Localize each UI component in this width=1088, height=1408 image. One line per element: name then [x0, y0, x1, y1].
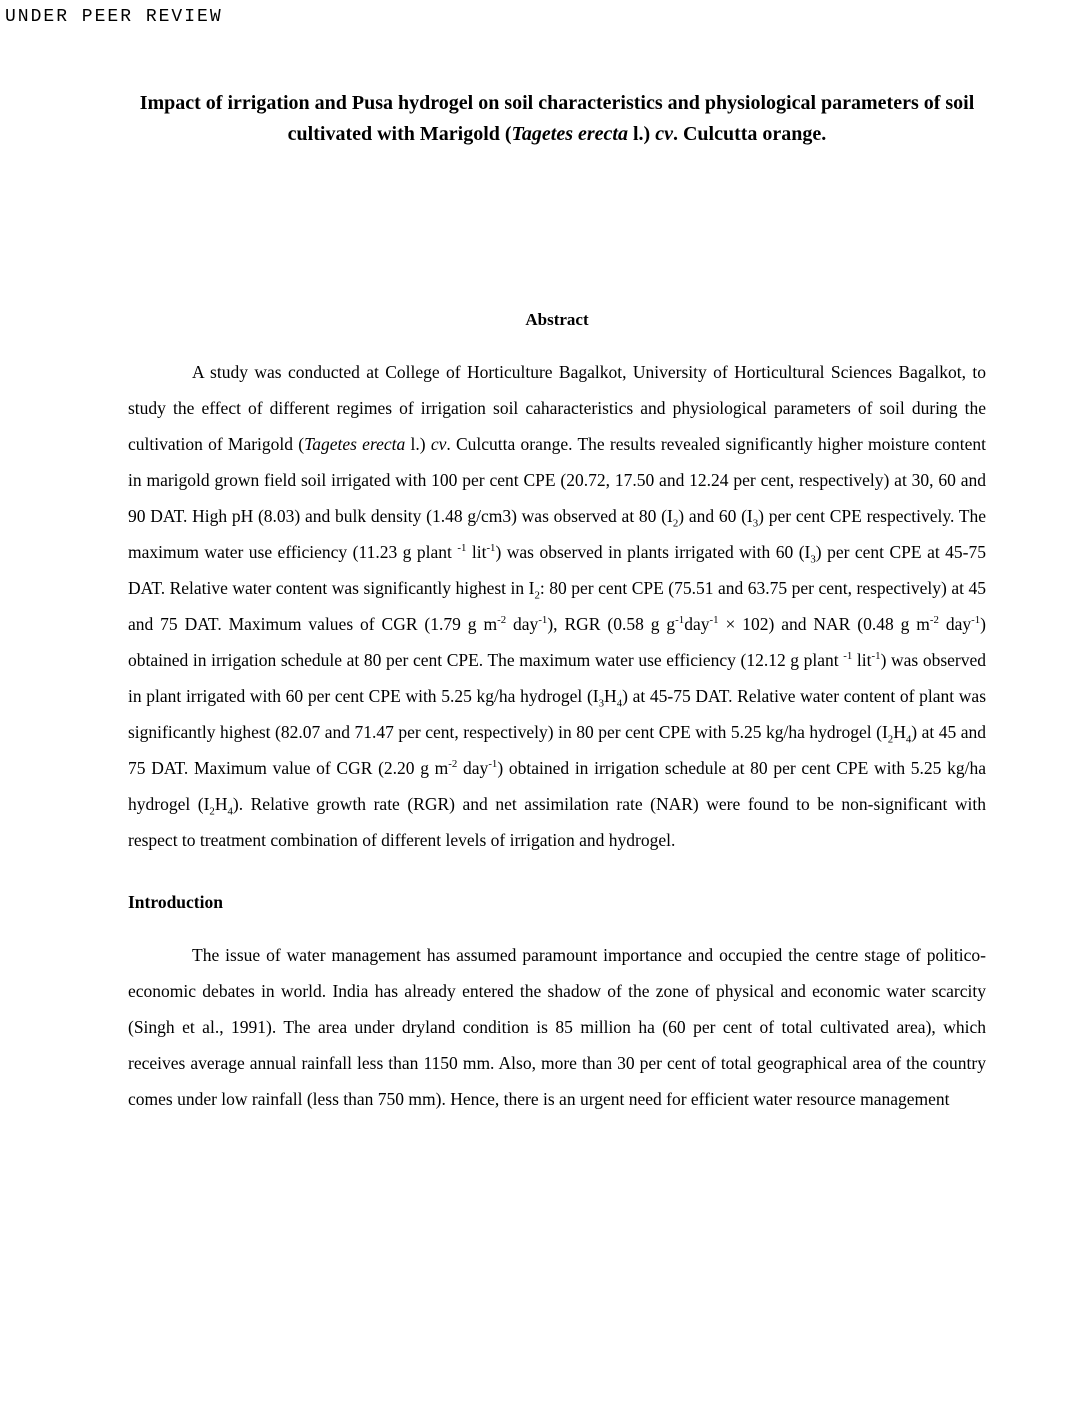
abstract-paragraph: A study was conducted at College of Horticulture Bagalkot, University of Horticultural Sciences Bagalkot, to study the effect of different regimes of irrigation soil caharacteristics and physiological parameters of soil during the cultivation of Marigold (Tagetes erecta l.) cv. Culcutta orange. The results revealed significantly higher moisture content in marigold grown field soil irrigated with 100 per cent CPE (20.72, 17.50 and 12.24 per cent, respectively) at 30, 60 and 90 DAT. High pH (8.03) and bulk density (1.48 g/cm3) was observed at 80 $(I_2)$ and 60 $(I_3)$ per cent CPE respectively. The maximum water use efficiency (11.23 g plant $^{-1}$ lit$^{-1}$) was observed in plants irrigated with 60 $(I_3)$ per cent CPE at 45-75 DAT. Relative water content was significantly highest in $I_2$: 80 per cent CPE (75.51 and 63.75 per cent, respectively) at 45 and 75 DAT. Maximum values of CGR (1.79 g $m^{-2}$ day$^{-1}$), RGR (0.58 g $g^{-1}day^{-1} \times 102$) and NAR (0.48 g $m^{-2}$ day$^{-1}$) obtained in irrigation schedule at 80 per cent CPE. The maximum water use efficiency (12.12 g plant $^{-1}$ lit$^{-1}$) was observed in plant irrigated with 60 per cent CPE with 5.25 kg/ha hydrogel $(I_3H_4)$ at 45-75 DAT. Relative water content of plant was significantly highest (82.07 and 71.47 per cent, respectively) in 80 per cent CPE with 5.25 kg/ha hydrogel $(I_2H_4)$ at 45 and 75 DAT. Maximum value of CGR (2.20 g $m^{-2}$ day$^{-1}$) obtained in irrigation schedule at 80 per cent CPE with 5.25 kg/ha hydrogel $(I_2H_4)$. Relative growth rate (RGR) and net assimilation rate (NAR) were found to be non-significant with respect to treatment combination of different levels of irrigation and hydrogel. — [128, 362, 987, 850]
paper-title: Impact of irrigation and Pusa hydrogel on soil characteristics and physiological parameters of soil cultivated with Marigold (Tagetes erecta l.) cv. Culcutta orange. — [139, 92, 975, 145]
page-content — [0, 88, 1088, 1117]
introduction-heading: Introduction — [128, 892, 223, 912]
introduction-paragraph: The issue of water management has assumed paramount importance and occupied the centre stage of politico-economic debates in world. India has already entered the shadow of the zone of physical and economic water scarcity (Singh et al., 1991). The area under dryland condition is 85 million ha (60 per cent of total cultivated area), which receives average annual rainfall less than 1150 mm. Also, more than 30 per cent of total geographical area of the country comes under low rainfall (less than 750 mm). Hence, there is an urgent need for efficient water resource management — [128, 945, 986, 1109]
abstract-heading: Abstract — [525, 310, 589, 329]
peer-review-watermark: UNDER PEER REVIEW — [5, 7, 223, 27]
